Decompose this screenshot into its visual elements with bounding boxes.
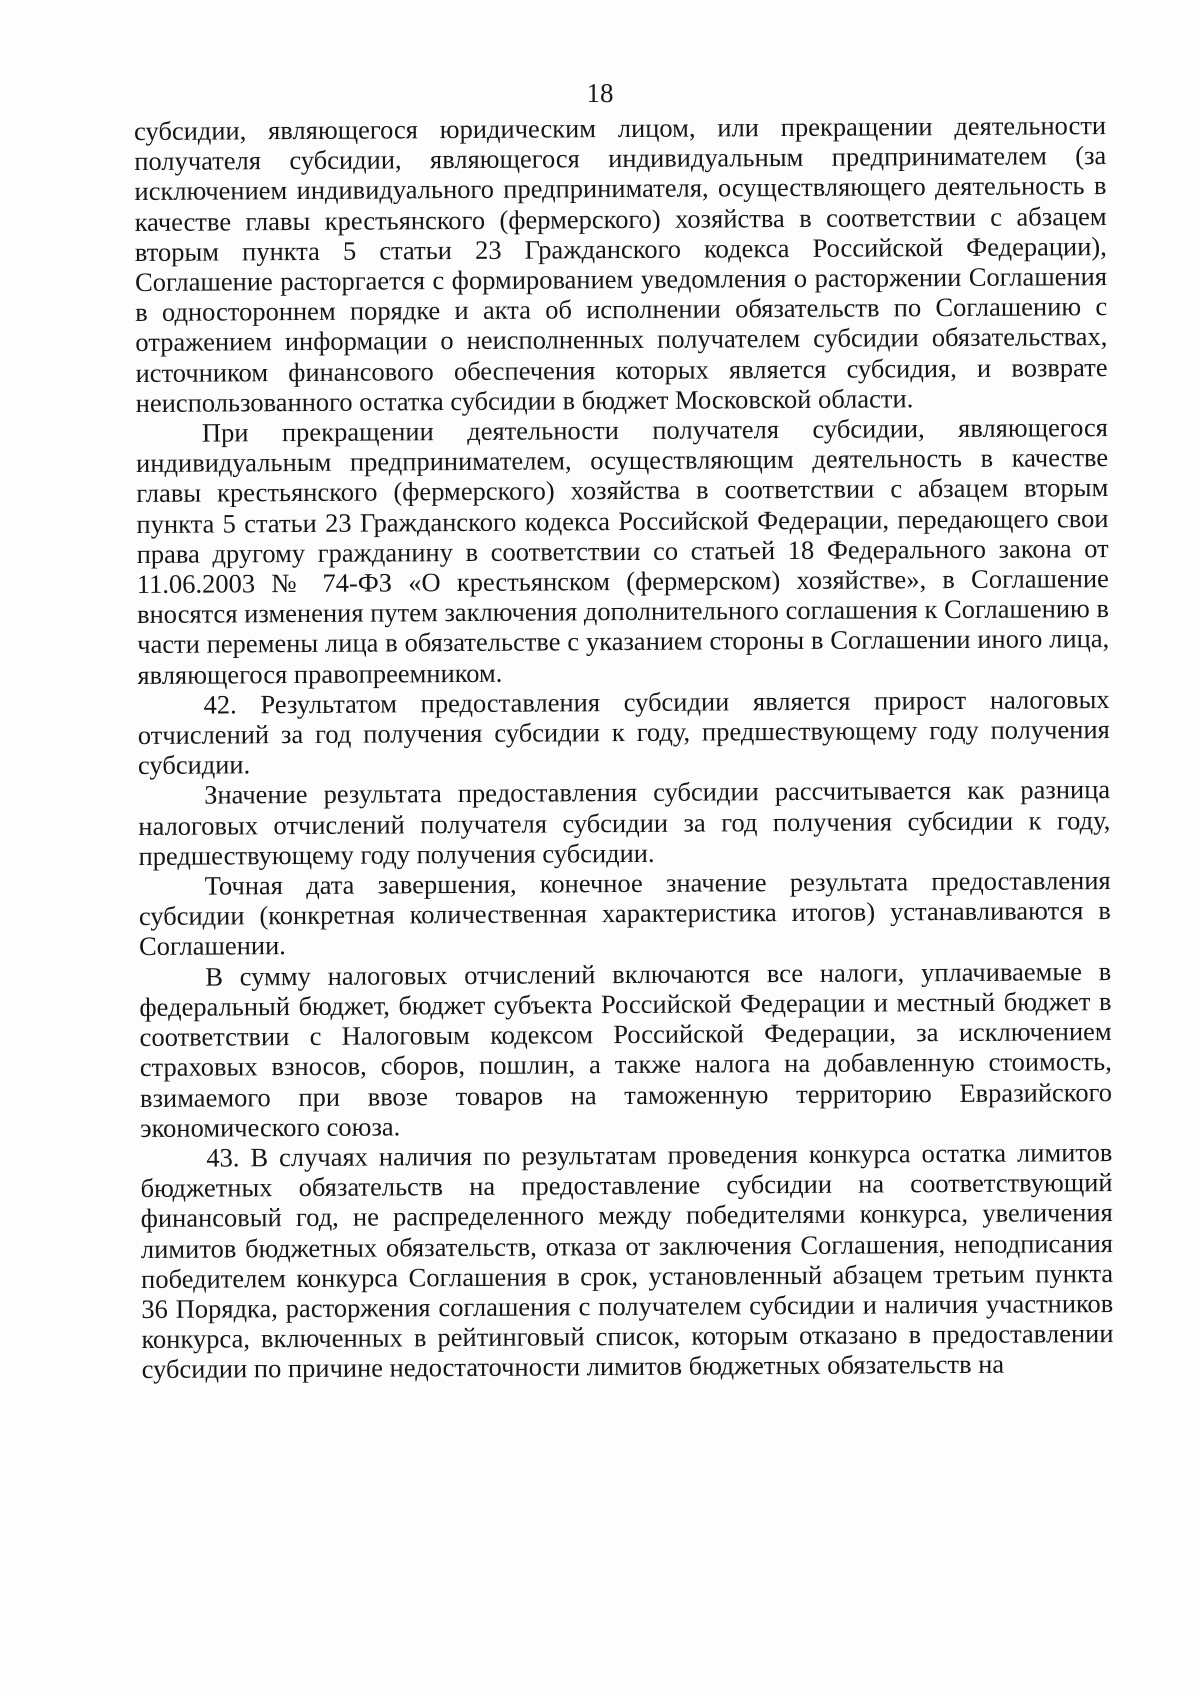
paragraph: При прекращении деятельности получателя субсидии, являющегося индивидуальным предпринимателем, осуществляющим деятельность в качестве главы крестьянского (фермерского) хозяйства в соответствии с абзацем вторым пункта 5 статьи 23 Гражданского кодекса Российской Федерации, передающего свои права другому гражданину в соответствии со статьей 18 Федерального закона от 11.06.2003 № 74-ФЗ «О крестьянском (фермерском) хозяйстве», в Соглашение вносятся изменения путем заключения дополнительного соглашения к Соглашению в части перемены лица в обязательстве с указанием стороны в Соглашении иного лица, являющегося правопреемником.	[136, 412, 1110, 690]
paragraph: Точная дата завершения, конечное значение результата предоставления субсидии (конкретная количественная характеристика итогов) устанавливаются в Соглашении.	[138, 865, 1111, 962]
page-number: 18	[586, 78, 614, 108]
paragraph-item-42: 42. Результатом предоставления субсидии является прирост налоговых отчислений за год получения субсидии к году, предшествующему году получения субсидии.	[137, 683, 1110, 781]
paragraph-continued: субсидии, являющегося юридическим лицом, или прекращении деятельности получателя субсидии, являющегося индивидуальным предпринимателем (за исключением индивидуального предпринимателя, осуществляющего деятельность в качестве главы крестьянского (фермерского) хозяйства в соответствии с абзацем вторым пункта 5 статьи 23 Гражданского кодекса Российской Федерации), Соглашение расторгается с формированием уведомления о расторжении Соглашения в одностороннем порядке и акта об исполнении обязательств по Соглашению с отражением информации о неисполненных получателем субсидии обязательствах, источником финансового обеспечения которых является субсидия, и возврате неиспользованного остатка субсидии в бюджет Московской области.	[134, 110, 1108, 418]
paragraph: Значение результата предоставления субсидии рассчитывается как разница налоговых отчислений получателя субсидии за год получения субсидии к году, предшествующему году получения субсидии.	[138, 774, 1111, 871]
paragraph-item-43: 43. В случаях наличия по результатам проведения конкурса остатка лимитов бюджетных обязательств на предоставление субсидии на соответствующий финансовый год, не распределенного между победителями конкурса, увеличения лимитов бюджетных обязательств, отказа от заключения Соглашения, неподписания победителем конкурса Соглашения в срок, установленный абзацем третьим пункта 36 Порядка, расторжения соглашения с получателем субсидии и наличия участников конкурса, включенных в рейтинговый список, которым отказано в предоставлении субсидии по причине недостаточности лимитов бюджетных обязательств на	[140, 1136, 1114, 1385]
paragraph: В сумму налоговых отчислений включаются все налоги, уплачиваемые в федеральный бюджет, бюджет субъекта Российской Федерации и местный бюджет в соответствии с Налоговым кодексом Российской Федерации, за исключением страховых взносов, сборов, пошлин, а также налога на добавленную стоимость, взимаемого при ввозе товаров на таможенную территорию Евразийского экономического союза.	[139, 955, 1113, 1143]
document-body	[134, 110, 1114, 1384]
